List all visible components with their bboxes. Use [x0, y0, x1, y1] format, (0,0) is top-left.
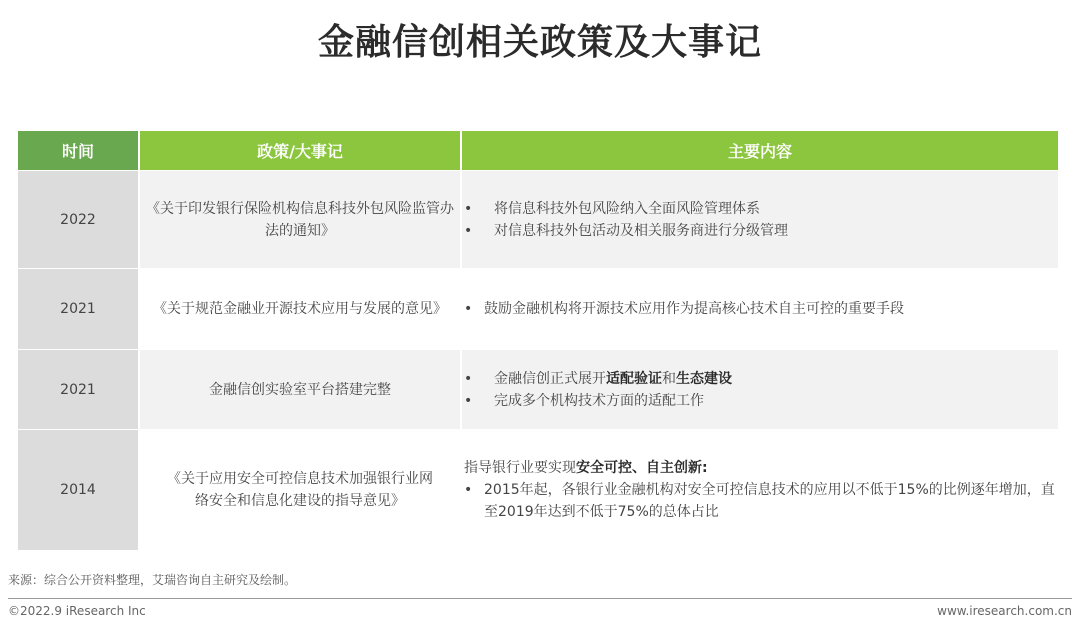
- content-cell: [462, 268, 1058, 349]
- year-cell: 2014: [18, 429, 140, 550]
- bullet-highlight: 生态建设: [676, 370, 732, 387]
- content-bullet: • 完成多个机构技术方面的适配工作: [462, 390, 1058, 412]
- lead-highlight: 安全可控、自主创新:: [576, 460, 708, 476]
- content-bullet: • 2015年起，各银行业金融机构对安全可控信息技术的应用以不低于15%的比例逐年增加，直至2019年达到不低于75%的总体占比: [462, 479, 1058, 523]
- bullet-text: 金融信创正式展开: [494, 370, 606, 387]
- policy-cell: 金融信创实验室平台搭建完整: [140, 349, 462, 429]
- year-cell: 2022: [18, 170, 140, 268]
- content-cell: [462, 170, 1058, 268]
- table-row: [18, 429, 1058, 550]
- table-row: [18, 268, 1058, 349]
- content-bullet: • 对信息科技外包活动及相关服务商进行分级管理: [462, 220, 1058, 242]
- content-bullet: [462, 368, 1058, 390]
- source-note: 来源：综合公开资料整理，艾瑞咨询自主研究及绘制。: [8, 573, 297, 587]
- table-header-row: [18, 131, 1058, 170]
- policy-cell: 《关于规范金融业开源技术应用与发展的意见》: [140, 268, 462, 349]
- copyright-text: ©2022.9 iResearch Inc: [8, 604, 146, 618]
- column-header-time: 时间: [18, 131, 140, 170]
- content-cell: [462, 349, 1058, 429]
- year-cell: 2021: [18, 268, 140, 349]
- page-title: 金融信创相关政策及大事记: [317, 22, 762, 63]
- content-cell: [462, 429, 1058, 550]
- content-lead: [462, 457, 1058, 479]
- table-row: [18, 170, 1058, 268]
- policy-cell: 《关于印发银行保险机构信息科技外包风险监管办法的通知》: [140, 170, 462, 268]
- content-bullet-list: [462, 198, 1058, 242]
- content-bullet: • 鼓励金融机构将开源技术应用作为提高核心技术自主可控的重要手段: [462, 298, 1058, 320]
- content-bullet-list: [462, 368, 1058, 412]
- content-bullet-list: [462, 479, 1058, 523]
- content-bullet: • 将信息科技外包风险纳入全面风险管理体系: [462, 198, 1058, 220]
- table-row: [18, 349, 1058, 429]
- column-header-content: 主要内容: [462, 131, 1058, 170]
- year-cell: 2021: [18, 349, 140, 429]
- column-header-policy: 政策/大事记: [140, 131, 462, 170]
- footer-divider: [8, 598, 1072, 599]
- bullet-highlight: 适配验证: [606, 370, 662, 387]
- website-link[interactable]: www.iresearch.com.cn: [937, 604, 1072, 618]
- bullet-text: 和: [662, 370, 676, 387]
- content-bullet-list: [462, 298, 1058, 320]
- policy-cell: 《关于应用安全可控信息技术加强银行业网络安全和信息化建设的指导意见》: [140, 429, 462, 550]
- lead-text: 指导银行业要实现: [464, 460, 576, 476]
- policy-table: [18, 131, 1058, 550]
